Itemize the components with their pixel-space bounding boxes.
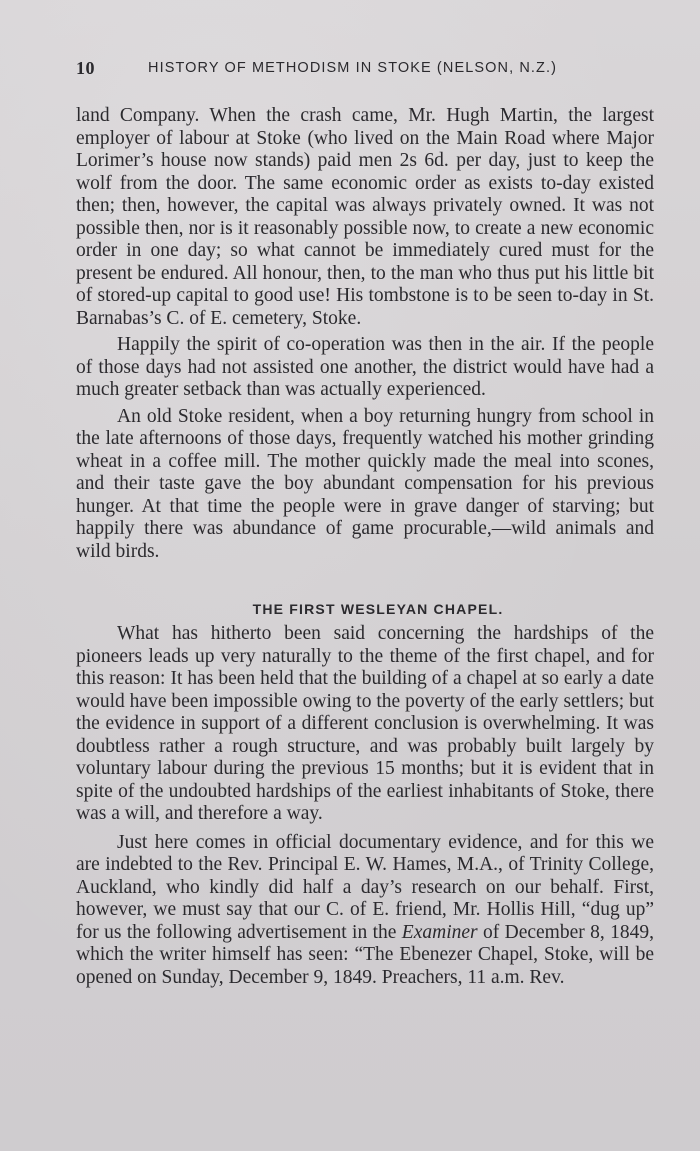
text-run: of December 8, 1849, which the writer himself has seen: “The Ebenezer Chapel, Stoke, will be opened on Sunday, December 9, 1849. Preachers, 11 a.m. Rev. <box>76 921 655 988</box>
text-run: Just here comes in official documentary evidence, and for this we are indebted to the Rev. Principal E. W. Hames, M.A., of Trinity College, Auckland, who kindly did half a day’s research on our behalf. First, however, we must say that our C. of E. friend, Mr. Hollis Hill, “dug up” for us the following advertisement in the <box>76 831 654 943</box>
newspaper-title: Examiner <box>401 921 478 943</box>
page-number: 10 <box>76 58 95 78</box>
section-heading: THE FIRST WESLEYAN CHAPEL. <box>252 601 504 617</box>
page-header <box>76 58 636 86</box>
body-text <box>76 105 654 989</box>
paragraph-documentary-evidence <box>76 832 654 990</box>
running-head: HISTORY OF METHODISM IN STOKE (NELSON, N.Z.) <box>148 60 558 76</box>
paragraph-first-chapel: What has hitherto been said concerning the hardships of the pioneers leads up very naturally to the theme of the first chapel, and for this reason: It has been held that the building of a chapel at so early a date would have been impossible owing to the poverty of the early settlers; but the evidence in support of a different conclusion is overwhelming. It was doubtless rather a rough structure, and was probably built largely by voluntary labour during the previous 15 months; but it is evident that in spite of the undoubted hardships of the earliest inhabitants of Stoke, there was a will, and therefore a way. <box>76 623 654 824</box>
paragraph-continued: land Company. When the crash came, Mr. Hugh Martin, the largest employer of labour at Stoke (who lived on the Main Road where Major Lorimer’s house now stands) paid men 2s 6d. per day, just to keep the wolf from the door. The same economic order as exists to-day existed then; then, however, the capital was always privately owned. It was not possible then, nor is it reasonably possible now, to create a new economic order in one day; so what cannot be immediately cured must for the present be endured. All honour, then, to the man who thus put his little bit of stored-up capital to good use! His tombstone is to be seen to-day in St. Barnabas’s C. of E. cemetery, Stoke. <box>76 105 654 329</box>
paragraph-old-resident: An old Stoke resident, when a boy returning hungry from school in the late afternoons of those days, frequently watched his mother grinding wheat in a coffee mill. The mother quickly made the meal into scones, and their taste gave the boy abundant compensation for his previous hunger. At that time the people were in grave danger of starving; but happily there was abundance of game procurable,—wild animals and wild birds. <box>76 405 654 562</box>
paragraph-cooperation: Happily the spirit of co-operation was then in the air. If the people of those days had not assisted one another, the district would have had a much greater setback than was actually experienced. <box>76 334 654 400</box>
